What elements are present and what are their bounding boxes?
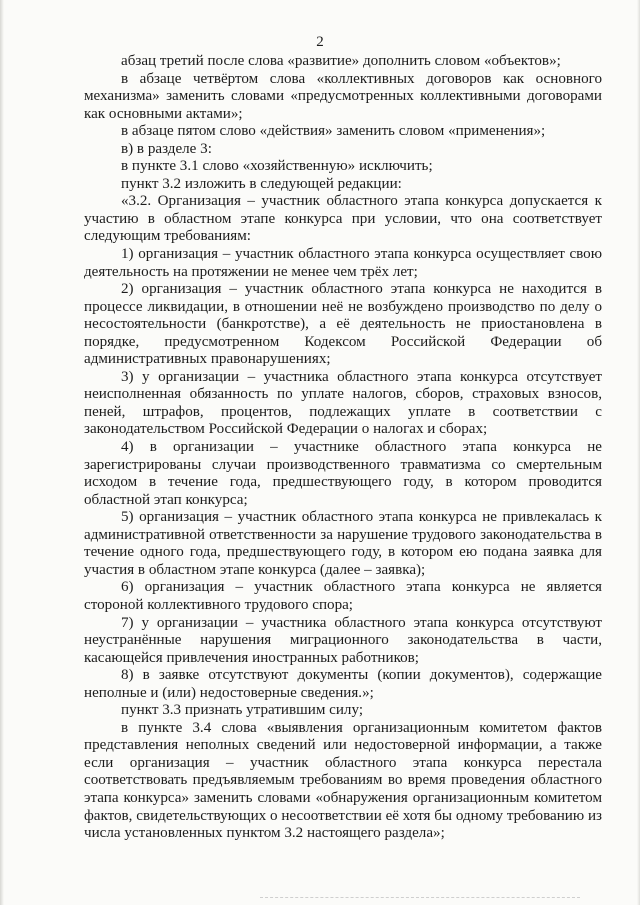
paragraph-13: 6) организация – участник областного этапа конкурса не является стороной коллективного трудового спора; [84, 579, 602, 613]
paragraph-6: пункт 3.2 изложить в следующей редакции: [121, 175, 402, 192]
paragraph-3: в абзаце пятом слово «действия» заменить словом «применения»; [121, 123, 546, 140]
paragraph-4: в) в разделе 3: [121, 140, 212, 157]
paragraph-5: в пункте 3.1 слово «хозяйственную» исключить; [121, 158, 433, 175]
paragraph-2: в абзаце четвёртом слова «коллективных договоров как основного механизма» заменить словами «предусмотренных коллективными договорами как основными актами»; [84, 70, 602, 122]
paragraph-15: 8) в заявке отсутствуют документы (копии документов), содержащие неполные и (или) недостоверные сведения.»; [84, 667, 602, 701]
paragraph-1: абзац третий после слова «развитие» дополнить словом «объектов»; [121, 53, 561, 69]
paragraph-8: 1) организация – участник областного этапа конкурса осуществляет свою деятельность на протяжении не менее чем трёх лет; [84, 246, 602, 280]
paragraph-12: 5) организация – участник областного этапа конкурса не привлекалась к административной ответственности за нарушение трудового законодательства в течение одного года, предшествующего году, в котором ею подана заявка для участия в областном этапе конкурса (далее – заявка); [84, 509, 602, 578]
document-body [84, 53, 602, 843]
page-number: 2 [316, 34, 324, 50]
paragraph-9: 2) организация – участник областного этапа конкурса не находится в процессе ликвидации, в отношении неё не возбуждено производство по делу о несостоятельности (банкротстве), а её деятельность не приостановлена в порядке, предусмотренном Кодексом Российской Федерации об административных правонарушениях; [84, 281, 602, 368]
paragraph-16: пункт 3.3 признать утратившим силу; [121, 702, 364, 719]
paragraph-17: в пункте 3.4 слова «выявления организационным комитетом фактов представления неполных сведений или недостоверной информации, а также если организация – участник областного этапа конкурса перестала соответствовать предъявляемым требованиям во время проведения областного этапа конкурса» заменить словами «обнаружения организационным комитетом фактов, свидетельствующих о несоответствии её хотя бы одному требованию из числа установленных пунктом 3.2 настоящего раздела»; [84, 719, 602, 842]
paragraph-11: 4) в организации – участнике областного этапа конкурса не зарегистрированы случаи производственного травматизма со смертельным исходом в течение года, предшествующего году, в котором проводится областной этап конкурса; [84, 439, 602, 508]
scan-footer-artifact [260, 897, 580, 899]
paragraph-14: 7) у организации – участника областного этапа конкурса отсутствуют неустранённые нарушения миграционного законодательства в части, касающейся привлечения иностранных работников; [84, 614, 602, 666]
scan-edge-left [0, 0, 4, 905]
paragraph-7: «3.2. Организация – участник областного этапа конкурса допускается к участию в областном этапе конкурса при условии, что она соответствует следующим требованиям: [84, 193, 602, 245]
paragraph-10: 3) у организации – участника областного этапа конкурса отсутствует неисполненная обязанность по уплате налогов, сборов, страховых взносов, пеней, штрафов, процентов, подлежащих уплате в соответствии с законодательством Российской Федерации о налогах и сборах; [84, 368, 602, 438]
